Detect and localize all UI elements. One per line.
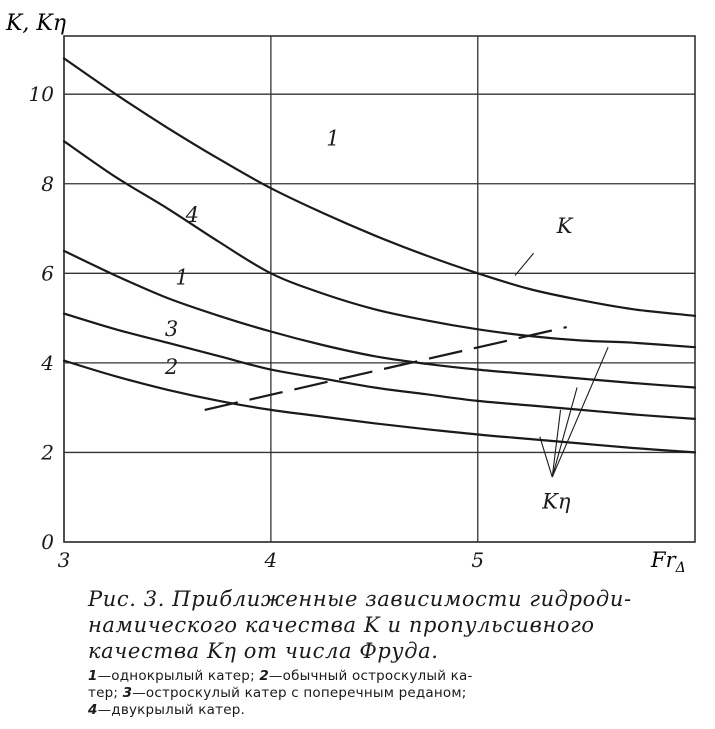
x-tick-label: 5 [471, 548, 485, 572]
plot-frame [64, 36, 695, 542]
series-lines [64, 58, 695, 452]
legend-1-number: 1 [88, 668, 98, 684]
curve-label: 2 [164, 355, 179, 380]
pointer-line [515, 253, 534, 275]
pointer-line [540, 437, 552, 477]
y-tick-label: 2 [41, 440, 54, 465]
y-tick-label: 0 [41, 530, 54, 554]
legend-2-text-cont: тер; [88, 685, 123, 701]
x-axis-label [650, 548, 686, 576]
curve-keta-2 [64, 361, 695, 453]
legend-2-text: —обычный остроскулый ка- [268, 668, 473, 684]
figure-caption-title [88, 586, 688, 664]
curve-label: K [556, 214, 573, 239]
curve-label: 1 [175, 265, 189, 290]
legend-4-text: —двукрылый катер. [97, 702, 245, 718]
dashed-trend-line [205, 327, 567, 410]
label-pointers [515, 253, 608, 477]
x-tick-label: 4 [264, 548, 278, 572]
legend-4-number: 4 [88, 702, 98, 718]
x-axis-label-sub: Δ [675, 560, 686, 576]
caption-title-line-1: Рис. 3. Приближенные зависимости гидроди- [88, 587, 632, 611]
caption-title-line-3: качества Kη от числа Фруда. [88, 639, 439, 663]
curve-label: 4 [185, 202, 199, 227]
legend-1-text: —однокрылый катер; [97, 668, 260, 684]
legend-3-text: —остроскулый катер с поперечным реданом; [132, 685, 467, 701]
legend-2-number: 2 [259, 668, 269, 684]
y-tick-label: 4 [41, 350, 54, 375]
curve-k-1 [64, 58, 695, 316]
curve-label: Kη [542, 489, 571, 514]
pointer-line [552, 388, 577, 478]
curve-label: 3 [164, 317, 179, 342]
y-tick-label: 8 [41, 171, 54, 196]
y-tick-label: 6 [41, 261, 54, 286]
curve-labels [164, 127, 574, 514]
legend-3-number: 3 [122, 685, 133, 701]
curve-k-4 [64, 141, 695, 347]
y-tick-label: 10 [28, 82, 54, 107]
caption-title-line-2: намического качества K и пропульсивного [88, 613, 595, 637]
figure-caption-legend [88, 668, 698, 719]
y-axis-label: K, Kη [6, 11, 67, 36]
x-axis-label-main: Fr [651, 548, 676, 572]
curve-label: 1 [326, 126, 340, 151]
x-tick-label: 3 [57, 548, 71, 572]
curve-keta-1 [64, 251, 695, 388]
grid [64, 36, 695, 542]
